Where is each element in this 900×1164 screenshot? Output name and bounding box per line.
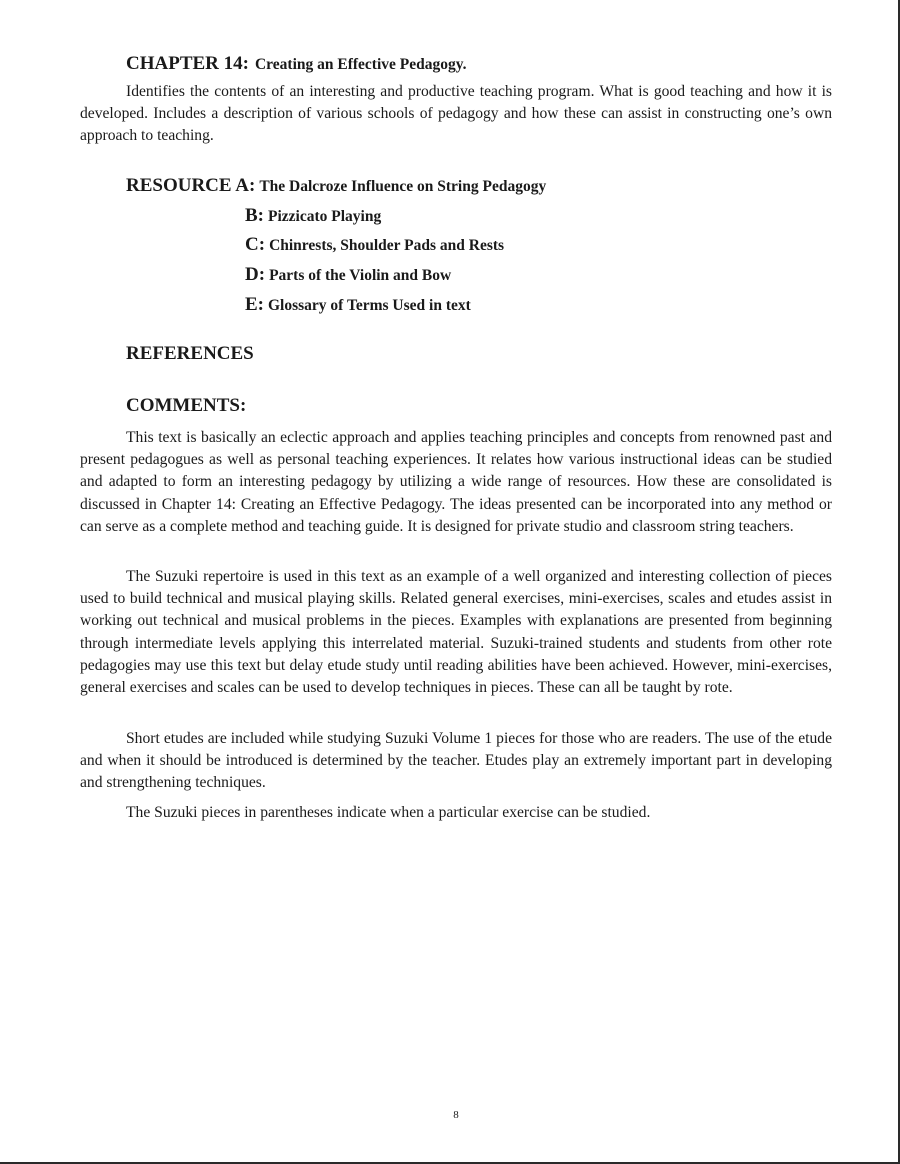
chapter-title: Creating an Effective Pedagogy. [254, 56, 467, 73]
comments-paragraph: This text is basically an eclectic approach and applies teaching principles and concepts from renowned past and present pedagogues as well as personal teaching experiences. It relates how various instructional ideas can be studied and adapted to form an interesting pedagogy by utilizing a wide range of resources. How these are consolidated is discussed in Chapter 14: Creating an Effective Pedagogy. The ideas presented can be incorporated into any method or can serve as a complete method and teaching guide. It is designed for private studio and classroom string teachers. [80, 429, 832, 535]
comments-heading: COMMENTS: [126, 395, 247, 416]
chapter-heading [126, 49, 467, 76]
resource-c [245, 234, 504, 256]
references-heading: REFERENCES [126, 343, 254, 364]
resource-e [245, 294, 471, 316]
resource-title: Chinrests, Shoulder Pads and Rests [269, 237, 505, 254]
resource-b [245, 205, 381, 227]
resource-prefix: E: [245, 294, 264, 315]
resource-prefix: RESOURCE A: [126, 175, 256, 196]
resource-a [126, 175, 546, 197]
resource-prefix: B: [245, 205, 264, 226]
resource-d [245, 264, 451, 286]
resource-title: The Dalcroze Influence on String Pedagogy [259, 178, 547, 195]
resource-title: Parts of the Violin and Bow [269, 267, 452, 284]
resource-prefix: D: [245, 264, 266, 285]
comments-paragraph: The Suzuki pieces in parentheses indicate when a particular exercise can be studied. [126, 804, 651, 821]
resource-title: Pizzicato Playing [268, 208, 382, 225]
chapter-number: CHAPTER 14: [126, 53, 249, 74]
comments-paragraph: Short etudes are included while studying Suzuki Volume 1 pieces for those who are readers. The use of the etude and when it should be introduced is determined by the teacher. Etudes play an extremely important part in developing and strengthening techniques. [80, 730, 832, 792]
comments-paragraph: The Suzuki repertoire is used in this text as an example of a well organized and interesting collection of pieces used to build technical and musical playing skills. Related general exercises, mini-exercises, scales and etudes assist in working out technical and musical problems in the pieces. Examples with explanations are presented from beginning through intermediate levels applying this interrelated material. Suzuki-trained students and students from other rote pedagogies may use this text but delay etude study until reading abilities have been achieved. However, mini-exercises, general exercises and scales can be used to develop techniques in pieces. These can all be taught by rote. [80, 568, 832, 697]
chapter-description: Identifies the contents of an interesting and productive teaching program. What is good teaching and how it is developed. Includes a description of various schools of pedagogy and how these can assist in constructing one’s own approach to teaching. [80, 83, 832, 145]
resource-title: Glossary of Terms Used in text [268, 297, 471, 314]
page-number: 8 [453, 1109, 459, 1121]
resource-prefix: C: [245, 234, 266, 255]
